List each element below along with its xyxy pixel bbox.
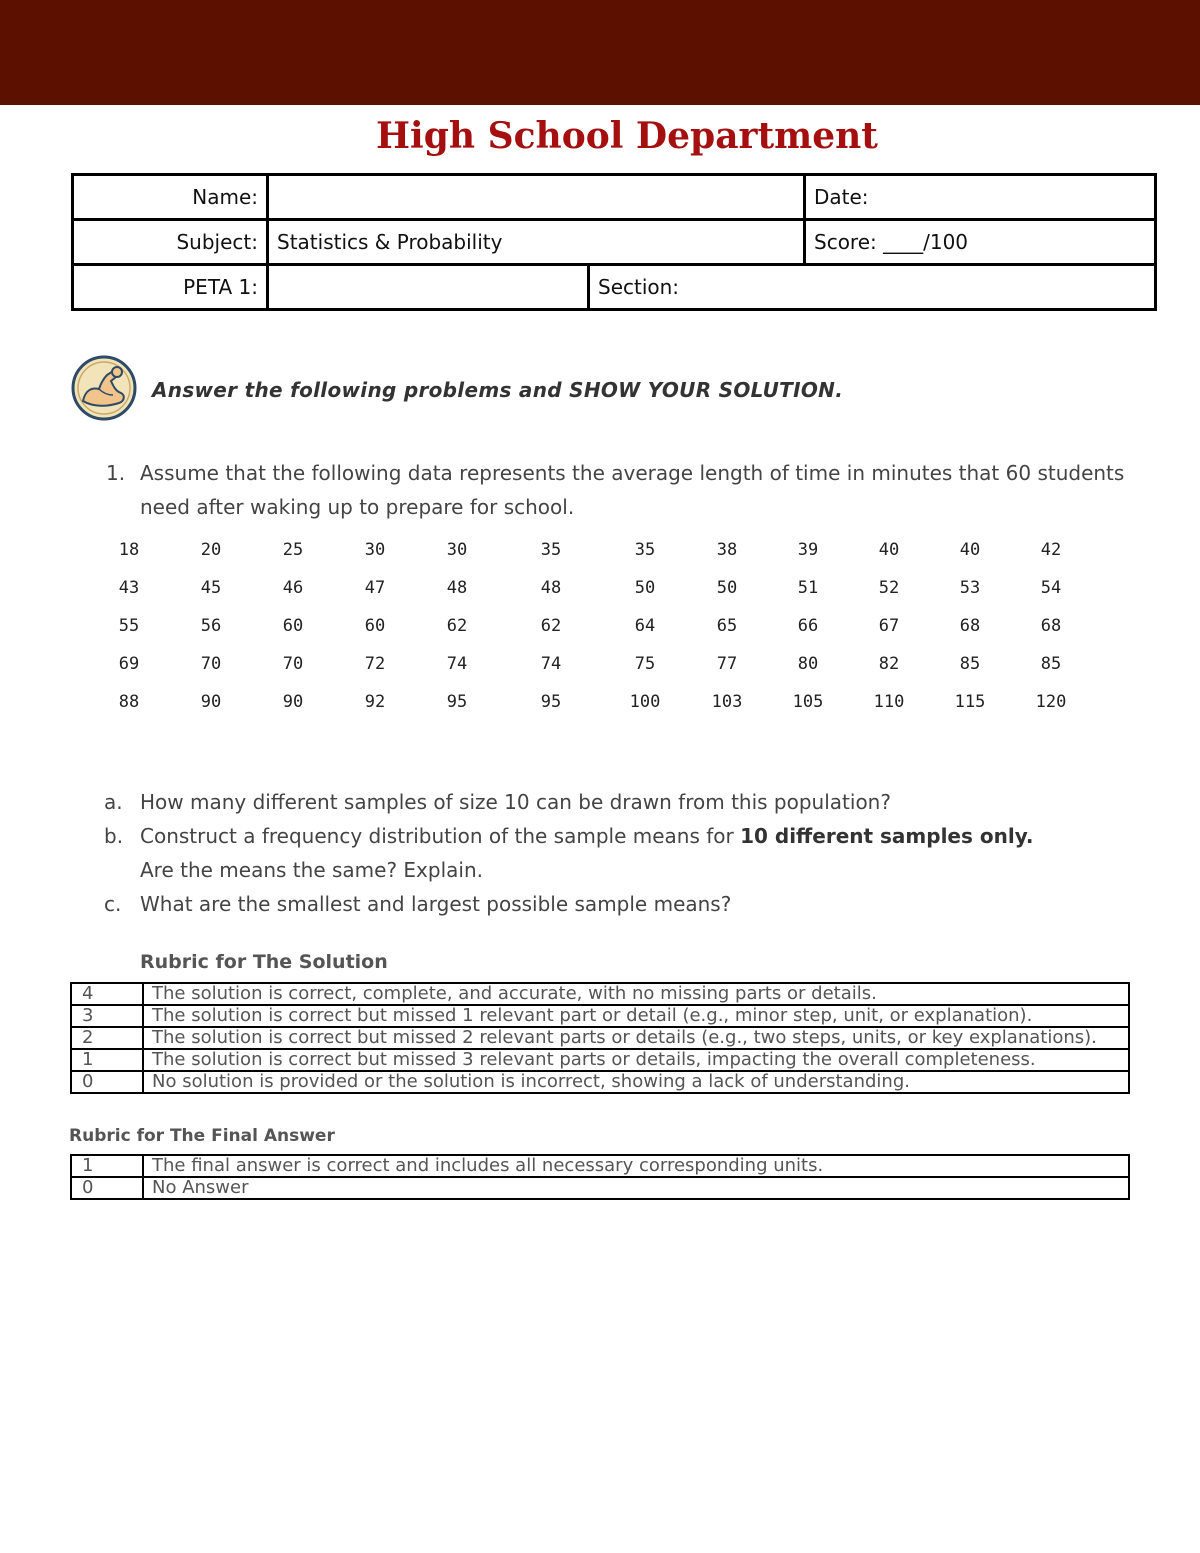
subquestion-b <box>104 819 1164 853</box>
peta-label: PETA 1: <box>73 265 268 310</box>
subquestion-letter: b. <box>104 824 124 848</box>
data-cell: 74 <box>540 654 562 674</box>
data-cell: 18 <box>118 540 140 560</box>
rubric-description: No solution is provided or the solution is incorrect, showing a lack of understanding. <box>143 1071 1129 1093</box>
data-cell: 85 <box>1040 654 1062 674</box>
data-cell: 53 <box>959 578 981 598</box>
data-cell: 54 <box>1040 578 1062 598</box>
data-cell: 20 <box>200 540 222 560</box>
data-cell: 92 <box>364 692 386 712</box>
data-cell: 90 <box>282 692 304 712</box>
data-cell: 90 <box>200 692 222 712</box>
subject-label: Subject: <box>73 220 268 265</box>
rubric-row <box>71 1155 1129 1177</box>
data-cell: 62 <box>446 616 468 636</box>
data-cell: 65 <box>716 616 738 636</box>
data-cell: 38 <box>716 540 738 560</box>
date-field[interactable]: Date: <box>805 175 1156 220</box>
rubric-description: The final answer is correct and includes all necessary corresponding units. <box>143 1155 1129 1177</box>
data-cell: 85 <box>959 654 981 674</box>
data-cell: 52 <box>878 578 900 598</box>
rubric-description: The solution is correct but missed 2 relevant parts or details (e.g., two steps, units, or key explanations). <box>143 1027 1129 1049</box>
data-cell: 64 <box>634 616 656 636</box>
rubric-row <box>71 1177 1129 1199</box>
instruction-text: Answer the following problems and SHOW YOUR SOLUTION. <box>152 378 844 402</box>
rubric-row <box>71 983 1129 1005</box>
question-1 <box>106 456 1146 524</box>
data-cell: 100 <box>629 692 661 712</box>
sub-questions <box>104 785 1164 921</box>
data-cell: 50 <box>716 578 738 598</box>
rubric-description: The solution is correct, complete, and accurate, with no missing parts or details. <box>143 983 1129 1005</box>
data-cell: 69 <box>118 654 140 674</box>
data-cell: 25 <box>282 540 304 560</box>
data-cell: 48 <box>446 578 468 598</box>
subquestion-text: Are the means the same? Explain. <box>140 858 483 882</box>
rubric-row <box>71 1071 1129 1093</box>
data-cell: 80 <box>797 654 819 674</box>
data-cell: 68 <box>1040 616 1062 636</box>
subquestion-text: How many different samples of size 10 can be drawn from this population? <box>140 790 891 814</box>
rubric-description: The solution is correct but missed 1 relevant part or detail (e.g., minor step, unit, or explanation). <box>143 1005 1129 1027</box>
data-cell: 75 <box>634 654 656 674</box>
question-text: Assume that the following data represents the average length of time in minutes that 60 students need after waking up to prepare for school. <box>140 461 1125 519</box>
subquestion-text: Construct a frequency distribution of the sample means for <box>140 824 734 848</box>
data-cell: 48 <box>540 578 562 598</box>
rubric-row <box>71 1027 1129 1049</box>
flexing-arm-icon <box>71 355 137 421</box>
rubric-score: 0 <box>71 1071 143 1093</box>
subquestion-text: What are the smallest and largest possible sample means? <box>140 892 732 916</box>
data-cell: 60 <box>282 616 304 636</box>
rubric-score: 1 <box>71 1049 143 1071</box>
data-row <box>88 645 1092 683</box>
data-cell: 67 <box>878 616 900 636</box>
data-cell: 43 <box>118 578 140 598</box>
data-cell: 72 <box>364 654 386 674</box>
data-cell: 42 <box>1040 540 1062 560</box>
rubric-score: 2 <box>71 1027 143 1049</box>
rubric-solution-title: Rubric for The Solution <box>140 951 388 973</box>
data-cell: 120 <box>1035 692 1067 712</box>
data-row <box>88 683 1092 721</box>
data-table <box>88 531 1092 721</box>
data-cell: 35 <box>634 540 656 560</box>
question-number: 1. <box>106 461 126 485</box>
subquestion-letter: c. <box>104 892 122 916</box>
rubric-row <box>71 1049 1129 1071</box>
data-cell: 68 <box>959 616 981 636</box>
header-bar <box>0 0 1200 105</box>
section-field[interactable]: Section: <box>589 265 1156 310</box>
data-cell: 74 <box>446 654 468 674</box>
data-cell: 60 <box>364 616 386 636</box>
data-cell: 95 <box>446 692 468 712</box>
data-cell: 105 <box>792 692 824 712</box>
data-cell: 50 <box>634 578 656 598</box>
data-cell: 40 <box>959 540 981 560</box>
rubric-final-title: Rubric for The Final Answer <box>69 1126 335 1146</box>
data-cell: 62 <box>540 616 562 636</box>
data-cell: 51 <box>797 578 819 598</box>
subquestion-a <box>104 785 1164 819</box>
data-cell: 40 <box>878 540 900 560</box>
score-field[interactable]: Score: ____/100 <box>805 220 1156 265</box>
name-field[interactable] <box>268 175 805 220</box>
subquestion-b-continued <box>104 853 1164 887</box>
data-cell: 82 <box>878 654 900 674</box>
rubric-final-table <box>70 1154 1130 1200</box>
data-cell: 30 <box>446 540 468 560</box>
data-cell: 95 <box>540 692 562 712</box>
rubric-row <box>71 1005 1129 1027</box>
data-cell: 110 <box>873 692 905 712</box>
data-cell: 115 <box>954 692 986 712</box>
rubric-score: 0 <box>71 1177 143 1199</box>
data-cell: 56 <box>200 616 222 636</box>
data-row <box>88 569 1092 607</box>
data-cell: 35 <box>540 540 562 560</box>
data-cell: 39 <box>797 540 819 560</box>
data-cell: 77 <box>716 654 738 674</box>
data-cell: 45 <box>200 578 222 598</box>
page-title: High School Department <box>376 115 878 157</box>
peta-field[interactable] <box>268 265 589 310</box>
rubric-score: 1 <box>71 1155 143 1177</box>
subquestion-c <box>104 887 1164 921</box>
data-cell: 47 <box>364 578 386 598</box>
data-cell: 70 <box>282 654 304 674</box>
data-row <box>88 607 1092 645</box>
data-cell: 70 <box>200 654 222 674</box>
data-cell: 30 <box>364 540 386 560</box>
name-label: Name: <box>73 175 268 220</box>
rubric-score: 4 <box>71 983 143 1005</box>
data-cell: 66 <box>797 616 819 636</box>
data-cell: 55 <box>118 616 140 636</box>
subquestion-letter: a. <box>104 790 123 814</box>
subquestion-emphasis: 10 different samples only. <box>740 824 1034 848</box>
rubric-score: 3 <box>71 1005 143 1027</box>
subject-value: Statistics & Probability <box>268 220 805 265</box>
rubric-description: No Answer <box>143 1177 1129 1199</box>
data-cell: 88 <box>118 692 140 712</box>
data-cell: 103 <box>711 692 743 712</box>
rubric-description: The solution is correct but missed 3 relevant parts or details, impacting the overall completeness. <box>143 1049 1129 1071</box>
rubric-solution-table <box>70 982 1130 1094</box>
data-row <box>88 531 1092 569</box>
student-info-table <box>71 173 1157 311</box>
data-cell: 46 <box>282 578 304 598</box>
